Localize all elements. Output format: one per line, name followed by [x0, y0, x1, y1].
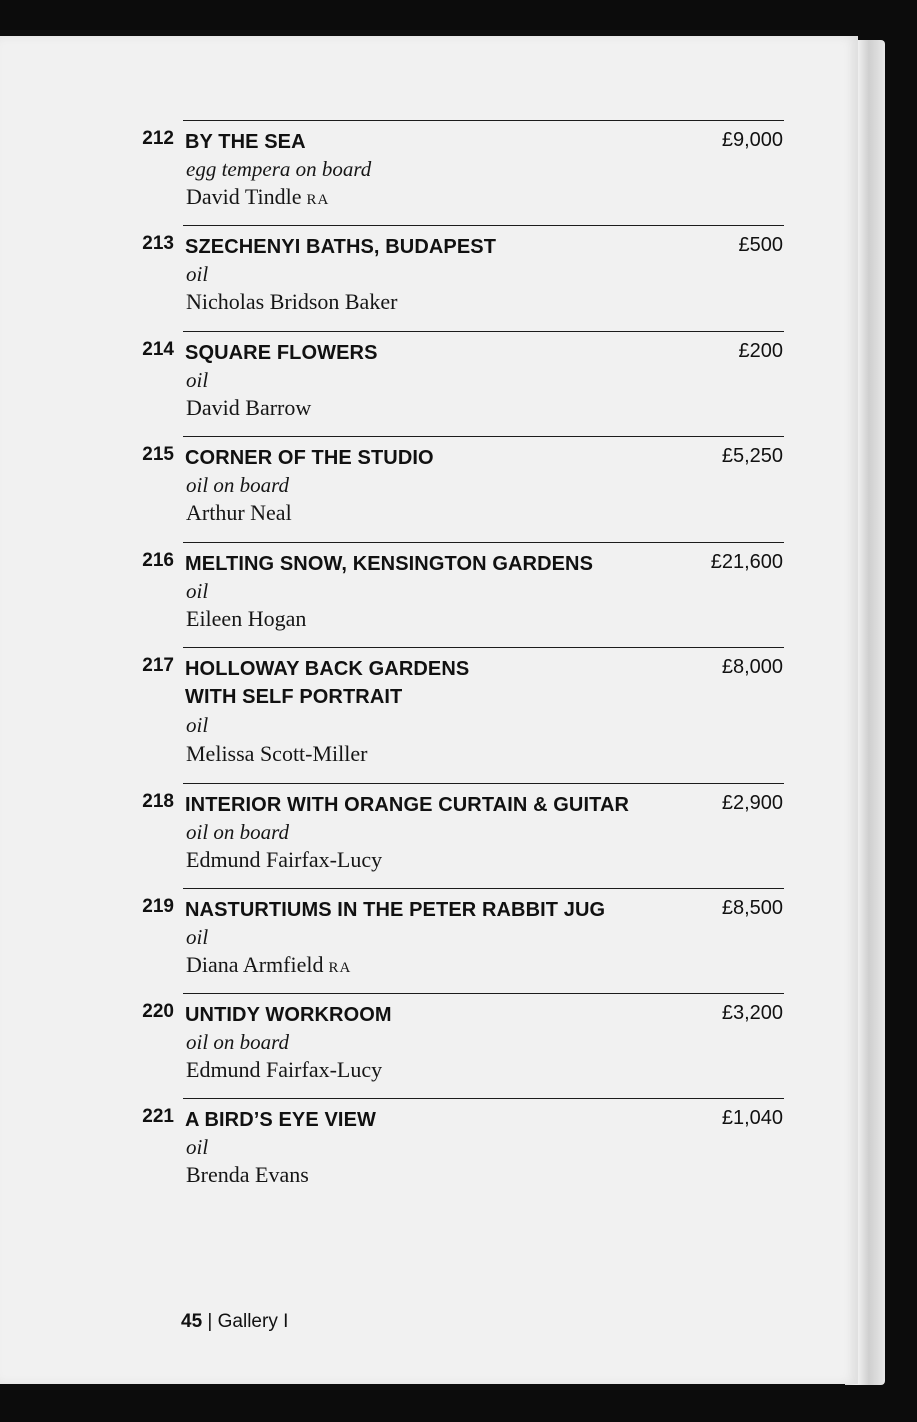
entry-title: SZECHENYI BATHS, BUDAPEST [185, 236, 497, 258]
divider [183, 542, 784, 543]
entry-title: MELTING SNOW, KENSINGTON GARDENS [185, 553, 594, 575]
entry-artist [186, 606, 306, 632]
entry-number: 217 [142, 655, 174, 676]
artist-name: Brenda Evans [186, 1162, 309, 1187]
artist-name: Edmund Fairfax-Lucy [186, 847, 383, 872]
entry-price: £9,000 [721, 129, 783, 151]
entry-artist [186, 500, 292, 526]
entry-medium: egg tempera on board [186, 157, 372, 181]
divider [183, 783, 784, 784]
entry-medium: oil [186, 368, 209, 392]
divider [183, 993, 784, 994]
entry-medium: oil on board [186, 473, 290, 497]
entry-title: A BIRD’S EYE VIEW [185, 1109, 376, 1131]
divider [183, 120, 784, 121]
entry-number: 220 [142, 1001, 174, 1022]
divider [183, 1098, 784, 1099]
entry-medium: oil [186, 1135, 209, 1159]
page-number: 45 [181, 1311, 203, 1332]
entry-price: £21,600 [710, 551, 783, 573]
entry-medium: oil [186, 713, 209, 737]
entry-medium: oil on board [186, 820, 290, 844]
entry-title: INTERIOR WITH ORANGE CURTAIN & GUITAR [185, 794, 630, 816]
entry-number: 212 [142, 128, 174, 149]
entry-artist [186, 952, 351, 978]
artist-name: Eileen Hogan [186, 606, 307, 631]
artist-name: Melissa Scott-Miller [186, 741, 368, 766]
entry-artist [186, 1162, 309, 1188]
entry-title: CORNER OF THE STUDIO [185, 447, 434, 469]
artist-name: Arthur Neal [186, 500, 292, 525]
artist-name: Nicholas Bridson Baker [186, 289, 398, 314]
artist-name: David Barrow [186, 395, 312, 420]
entry-price: £1,040 [721, 1107, 783, 1129]
entry-medium: oil [186, 262, 209, 286]
divider [183, 647, 784, 648]
divider [183, 888, 784, 889]
entry-title: BY THE SEA [185, 131, 306, 153]
artist-name: Edmund Fairfax-Lucy [186, 1057, 383, 1082]
entry-number: 219 [142, 896, 174, 917]
entry-number: 215 [142, 444, 174, 465]
entry-medium: oil [186, 925, 209, 949]
divider [183, 331, 784, 332]
entry-price: £8,000 [721, 656, 783, 678]
entry-title: SQUARE FLOWERS [185, 342, 378, 364]
divider [183, 436, 784, 437]
entry-artist [186, 289, 397, 315]
entry-title: NASTURTIUMS IN THE PETER RABBIT JUG [185, 899, 606, 921]
entry-title: HOLLOWAY BACK GARDENS WITH SELF PORTRAIT [185, 658, 470, 708]
entry-price: £8,500 [721, 897, 783, 919]
entry-artist [186, 741, 367, 767]
footer-separator: | [207, 1311, 213, 1332]
entry-artist [186, 395, 311, 421]
artist-name: David Tindle [186, 184, 302, 209]
entry-artist [186, 1057, 382, 1083]
entry-number: 221 [142, 1106, 174, 1127]
section-name: Gallery I [217, 1311, 289, 1332]
entry-price: £500 [738, 234, 783, 256]
entry-number: 213 [142, 233, 174, 254]
entry-price: £200 [738, 340, 783, 362]
page-footer [181, 1311, 288, 1333]
artist-honour: RA [328, 960, 352, 976]
artist-name: Diana Armfield [186, 952, 324, 977]
entry-medium: oil [186, 579, 209, 603]
entry-price: £5,250 [721, 445, 783, 467]
entry-title: UNTIDY WORKROOM [185, 1004, 392, 1026]
divider [183, 225, 784, 226]
catalogue-page [0, 36, 858, 1384]
entry-artist [186, 847, 382, 873]
entry-medium: oil on board [186, 1030, 290, 1054]
entry-number: 214 [142, 339, 174, 360]
entry-number: 216 [142, 550, 174, 571]
entry-artist [186, 184, 329, 210]
entry-number: 218 [142, 791, 174, 812]
entry-price: £2,900 [721, 792, 783, 814]
entry-price: £3,200 [721, 1002, 783, 1024]
artist-honour: RA [306, 192, 330, 208]
